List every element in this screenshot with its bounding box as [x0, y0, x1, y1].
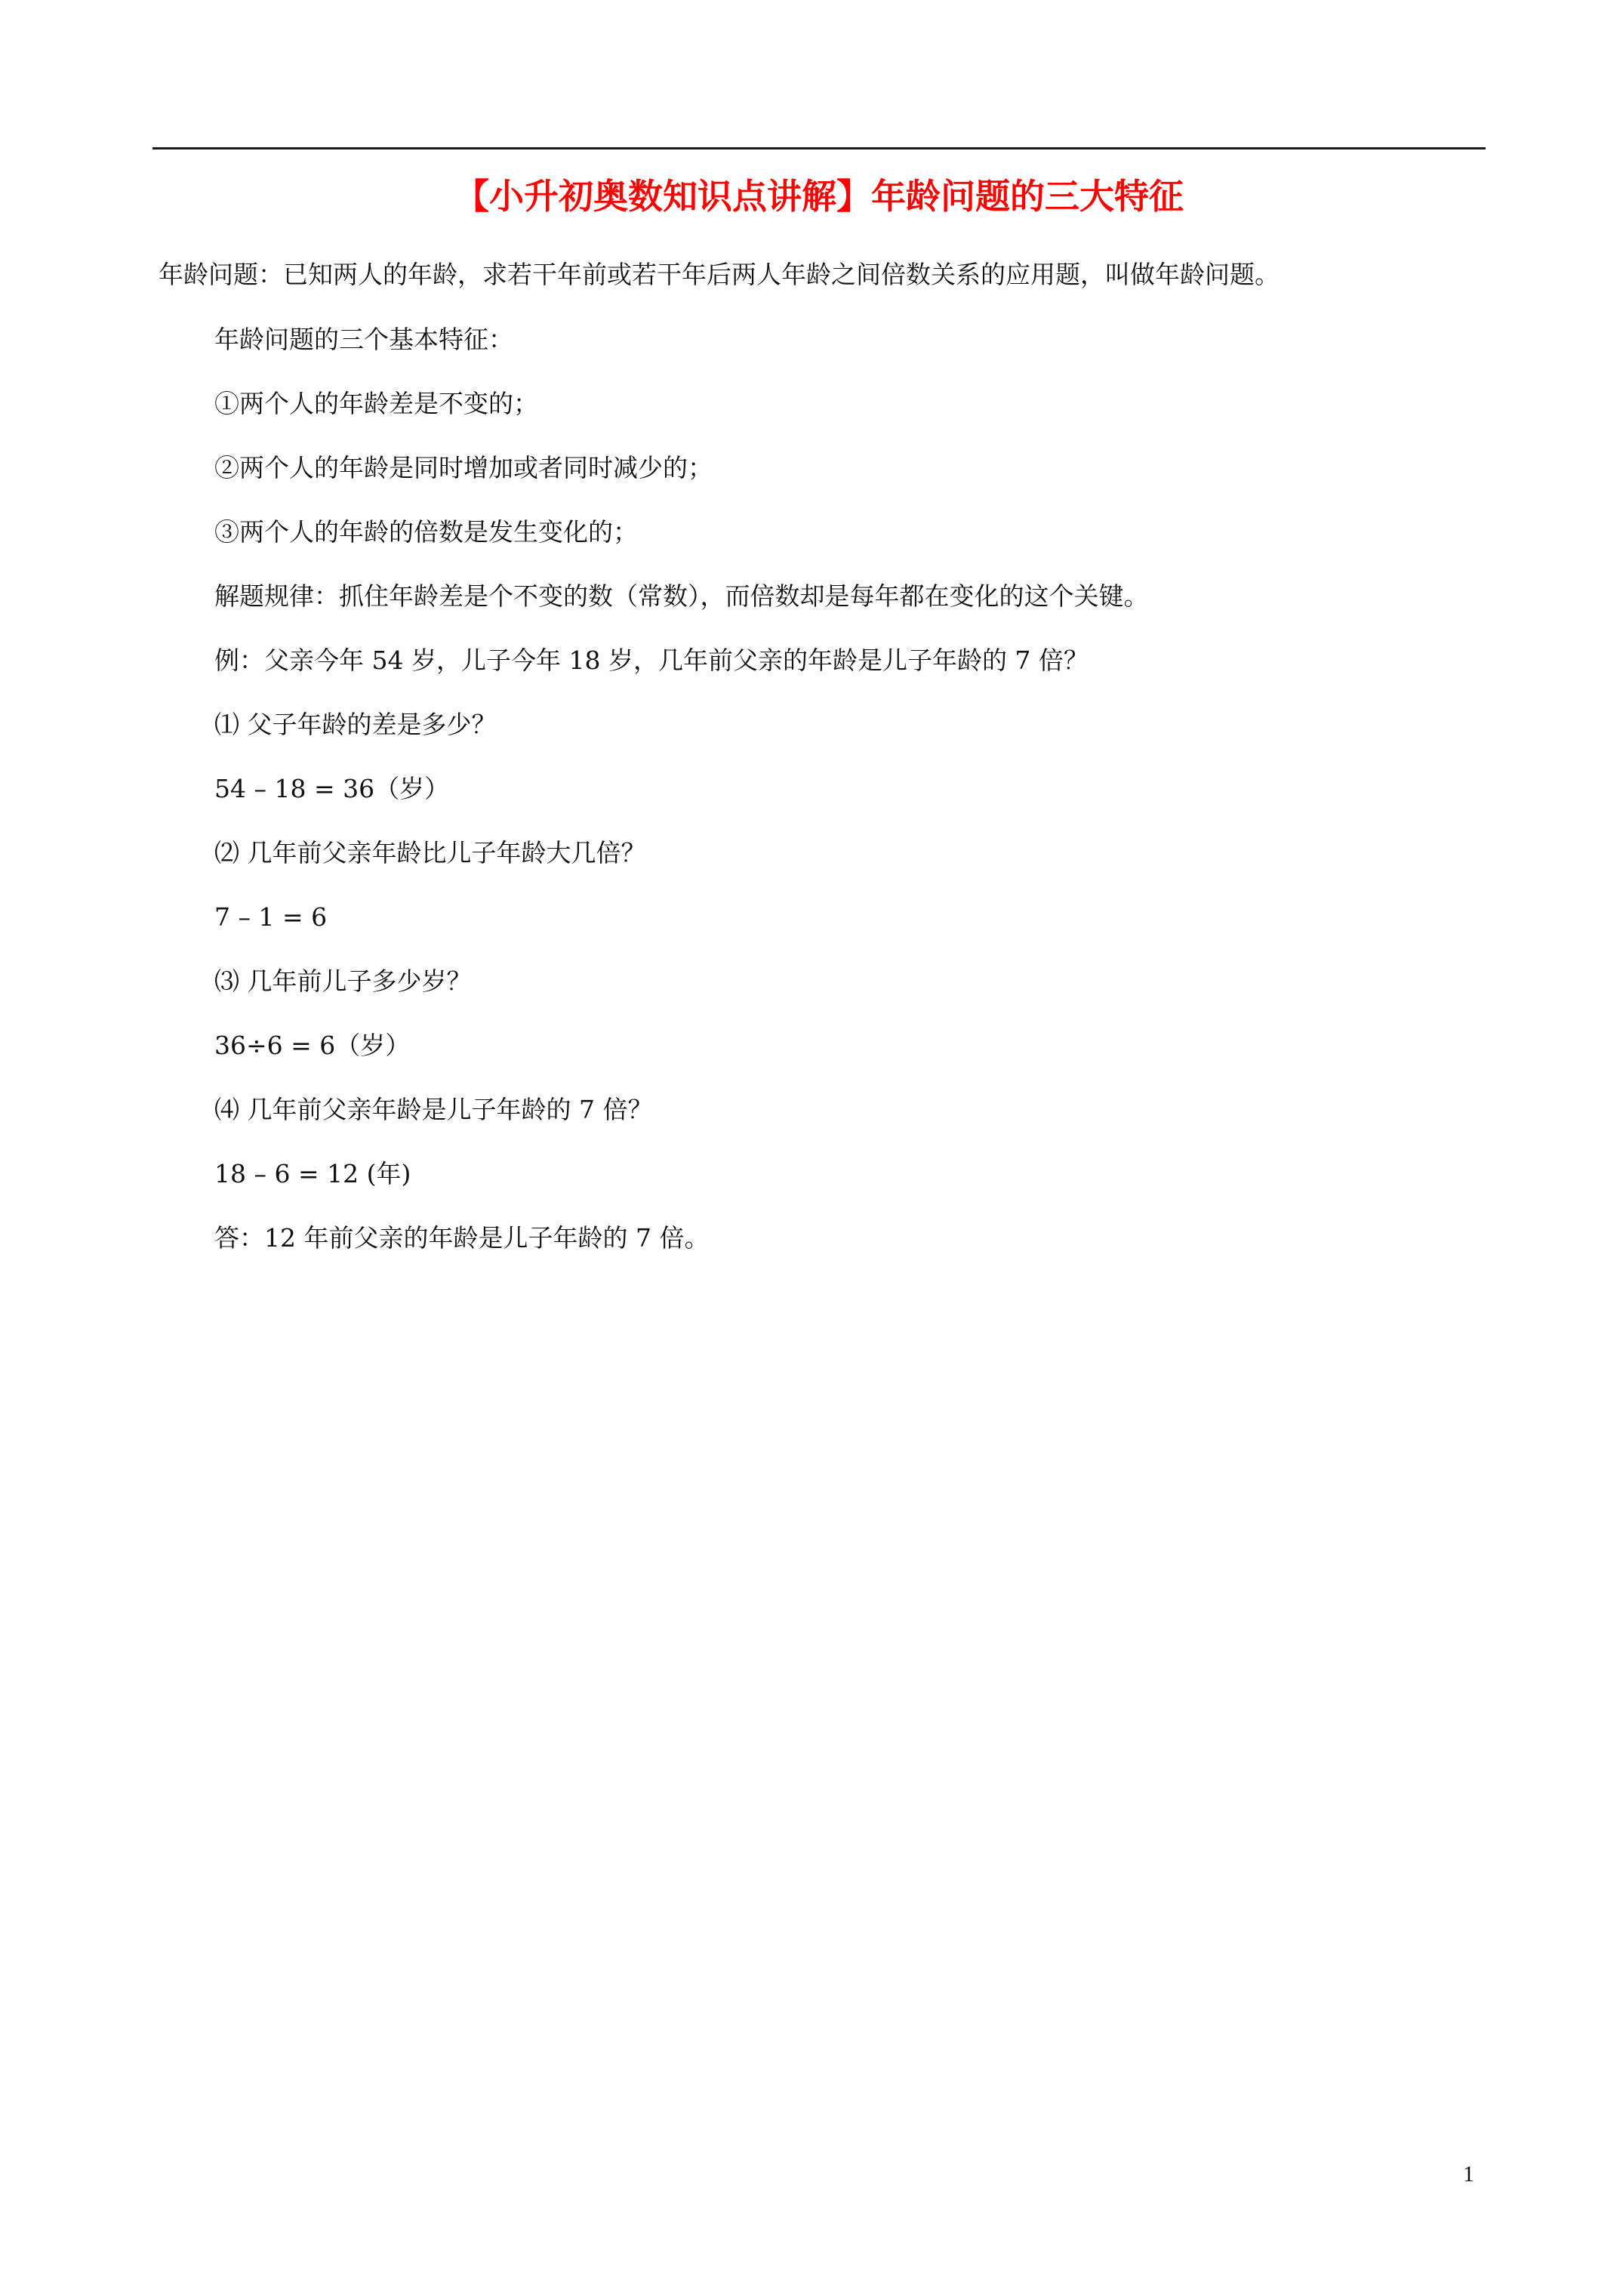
step-3-question: ⑶ 几年前儿子多少岁？ [214, 966, 472, 996]
step-4-answer: 18 – 6 = 12 (年) [214, 1159, 411, 1188]
step-1-answer: 54 – 18 = 36（岁） [214, 774, 450, 803]
header-rule [152, 147, 1486, 149]
step-1-question: ⑴ 父子年龄的差是多少？ [214, 710, 497, 739]
solving-rule: 解题规律：抓住年龄差是个不变的数（常数），而倍数却是每年都在变化的这个关键。 [214, 581, 1149, 611]
feature-item-2: ②两个人的年龄是同时增加或者同时减少的； [214, 453, 713, 482]
example-problem: 例：父亲今年 54 岁，儿子今年 18 岁，几年前父亲的年龄是儿子年龄的 7 倍？ [214, 646, 1089, 675]
intro-paragraph: 年龄问题：已知两人的年龄，求若干年前或若干年后两人年龄之间倍数关系的应用题，叫做年龄问题。 [159, 260, 1280, 289]
conclusion: 答：12 年前父亲的年龄是儿子年龄的 7 倍。 [214, 1223, 710, 1253]
feature-item-1: ①两个人的年龄差是不变的； [214, 389, 538, 418]
features-heading: 年龄问题的三个基本特征： [214, 325, 513, 354]
step-3-answer: 36÷6 = 6（岁） [214, 1031, 411, 1060]
document-title: 【小升初奥数知识点讲解】年龄问题的三大特征 [454, 176, 1184, 217]
page-number: 1 [1463, 2162, 1474, 2187]
step-2-answer: 7 – 1 = 6 [214, 902, 328, 932]
step-4-question: ⑷ 几年前父亲年龄是儿子年龄的 7 倍？ [214, 1095, 653, 1124]
feature-item-3: ③两个人的年龄的倍数是发生变化的； [214, 517, 638, 547]
step-2-question: ⑵ 几年前父亲年龄比儿子年龄大几倍？ [214, 838, 646, 868]
